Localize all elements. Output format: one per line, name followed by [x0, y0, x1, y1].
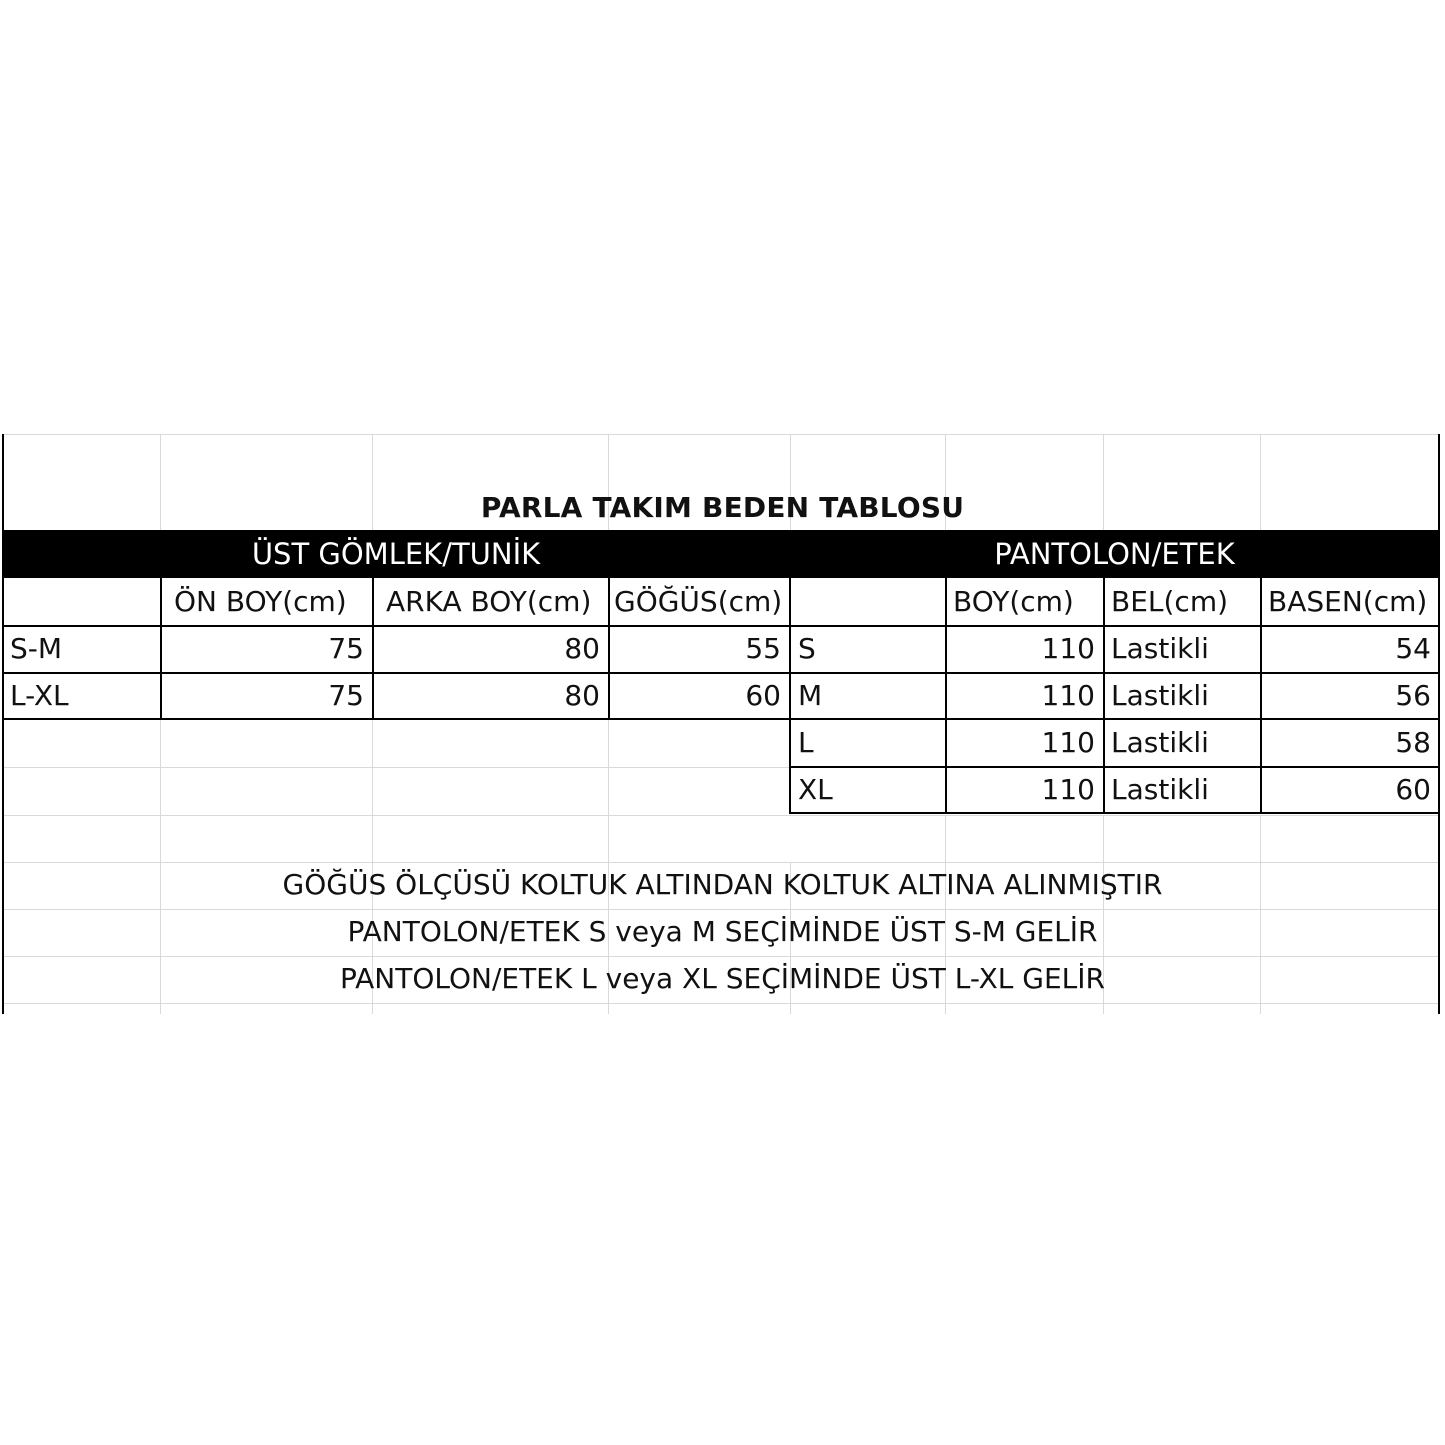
top-row-chest: 55: [745, 632, 781, 665]
gridline-vertical: [945, 815, 946, 862]
bottom-row-hip: 60: [1395, 773, 1431, 806]
page-title: PARLA TAKIM BEDEN TABLOSU: [480, 491, 965, 524]
bottom-row-hip: 56: [1395, 679, 1431, 712]
gridline-vertical: [1260, 815, 1261, 862]
bottom-header-hip: BASEN(cm): [1268, 585, 1428, 618]
top-row-chest: 60: [745, 679, 781, 712]
bottom-header-length: BOY(cm): [953, 585, 1074, 618]
note-large-xlarge: PANTOLON/ETEK L veya XL SEÇİMİNDE ÜST L-XL GELİR: [340, 962, 1105, 995]
bottom-row-size: XL: [798, 773, 833, 806]
bottom-row-length: 110: [1041, 726, 1095, 759]
bottom-row-waist: Lastikli: [1111, 773, 1209, 806]
gridline-horizontal: [2, 767, 790, 768]
gridline-vertical: [160, 720, 161, 862]
bottom-row-waist: Lastikli: [1111, 726, 1209, 759]
bottom-header-waist: BEL(cm): [1111, 585, 1229, 618]
top-header-front-length: ÖN BOY(cm): [174, 585, 347, 618]
gridline-vertical: [1103, 815, 1104, 862]
bottom-row-length: 110: [1041, 773, 1095, 806]
bottom-row-length: 110: [1041, 632, 1095, 665]
bottom-row-size: S: [798, 632, 816, 665]
bottom-row-size: M: [798, 679, 823, 712]
gridline-horizontal: [2, 815, 1439, 816]
gridline-vertical: [608, 720, 609, 862]
bottom-row-waist: Lastikli: [1111, 632, 1209, 665]
gridline-vertical: [372, 720, 373, 862]
bottom-row-length: 110: [1041, 679, 1095, 712]
top-row-front-length: 75: [328, 679, 364, 712]
bottom-row-hip: 54: [1395, 632, 1431, 665]
top-header-back-length: ARKA BOY(cm): [386, 585, 592, 618]
gridline-horizontal: [2, 1003, 1439, 1004]
bottom-row-waist: Lastikli: [1111, 679, 1209, 712]
top-row-size: S-M: [10, 632, 63, 665]
top-section-label: ÜST GÖMLEK/TUNİK: [251, 537, 541, 571]
bottom-section-label: PANTOLON/ETEK: [994, 537, 1235, 571]
top-row-size: L-XL: [10, 679, 69, 712]
bottom-row-hip: 58: [1395, 726, 1431, 759]
bottom-row-size: L: [798, 726, 814, 759]
note-chest-measurement: GÖĞÜS ÖLÇÜSÜ KOLTUK ALTINDAN KOLTUK ALTINA ALINMIŞTIR: [282, 868, 1163, 901]
top-header-chest: GÖĞÜS(cm): [614, 585, 783, 618]
note-small-medium: PANTOLON/ETEK S veya M SEÇİMİNDE ÜST S-M GELİR: [347, 915, 1098, 948]
top-row-back-length: 80: [564, 632, 600, 665]
top-row-back-length: 80: [564, 679, 600, 712]
gridline-horizontal: [2, 434, 1439, 435]
top-row-front-length: 75: [328, 632, 364, 665]
